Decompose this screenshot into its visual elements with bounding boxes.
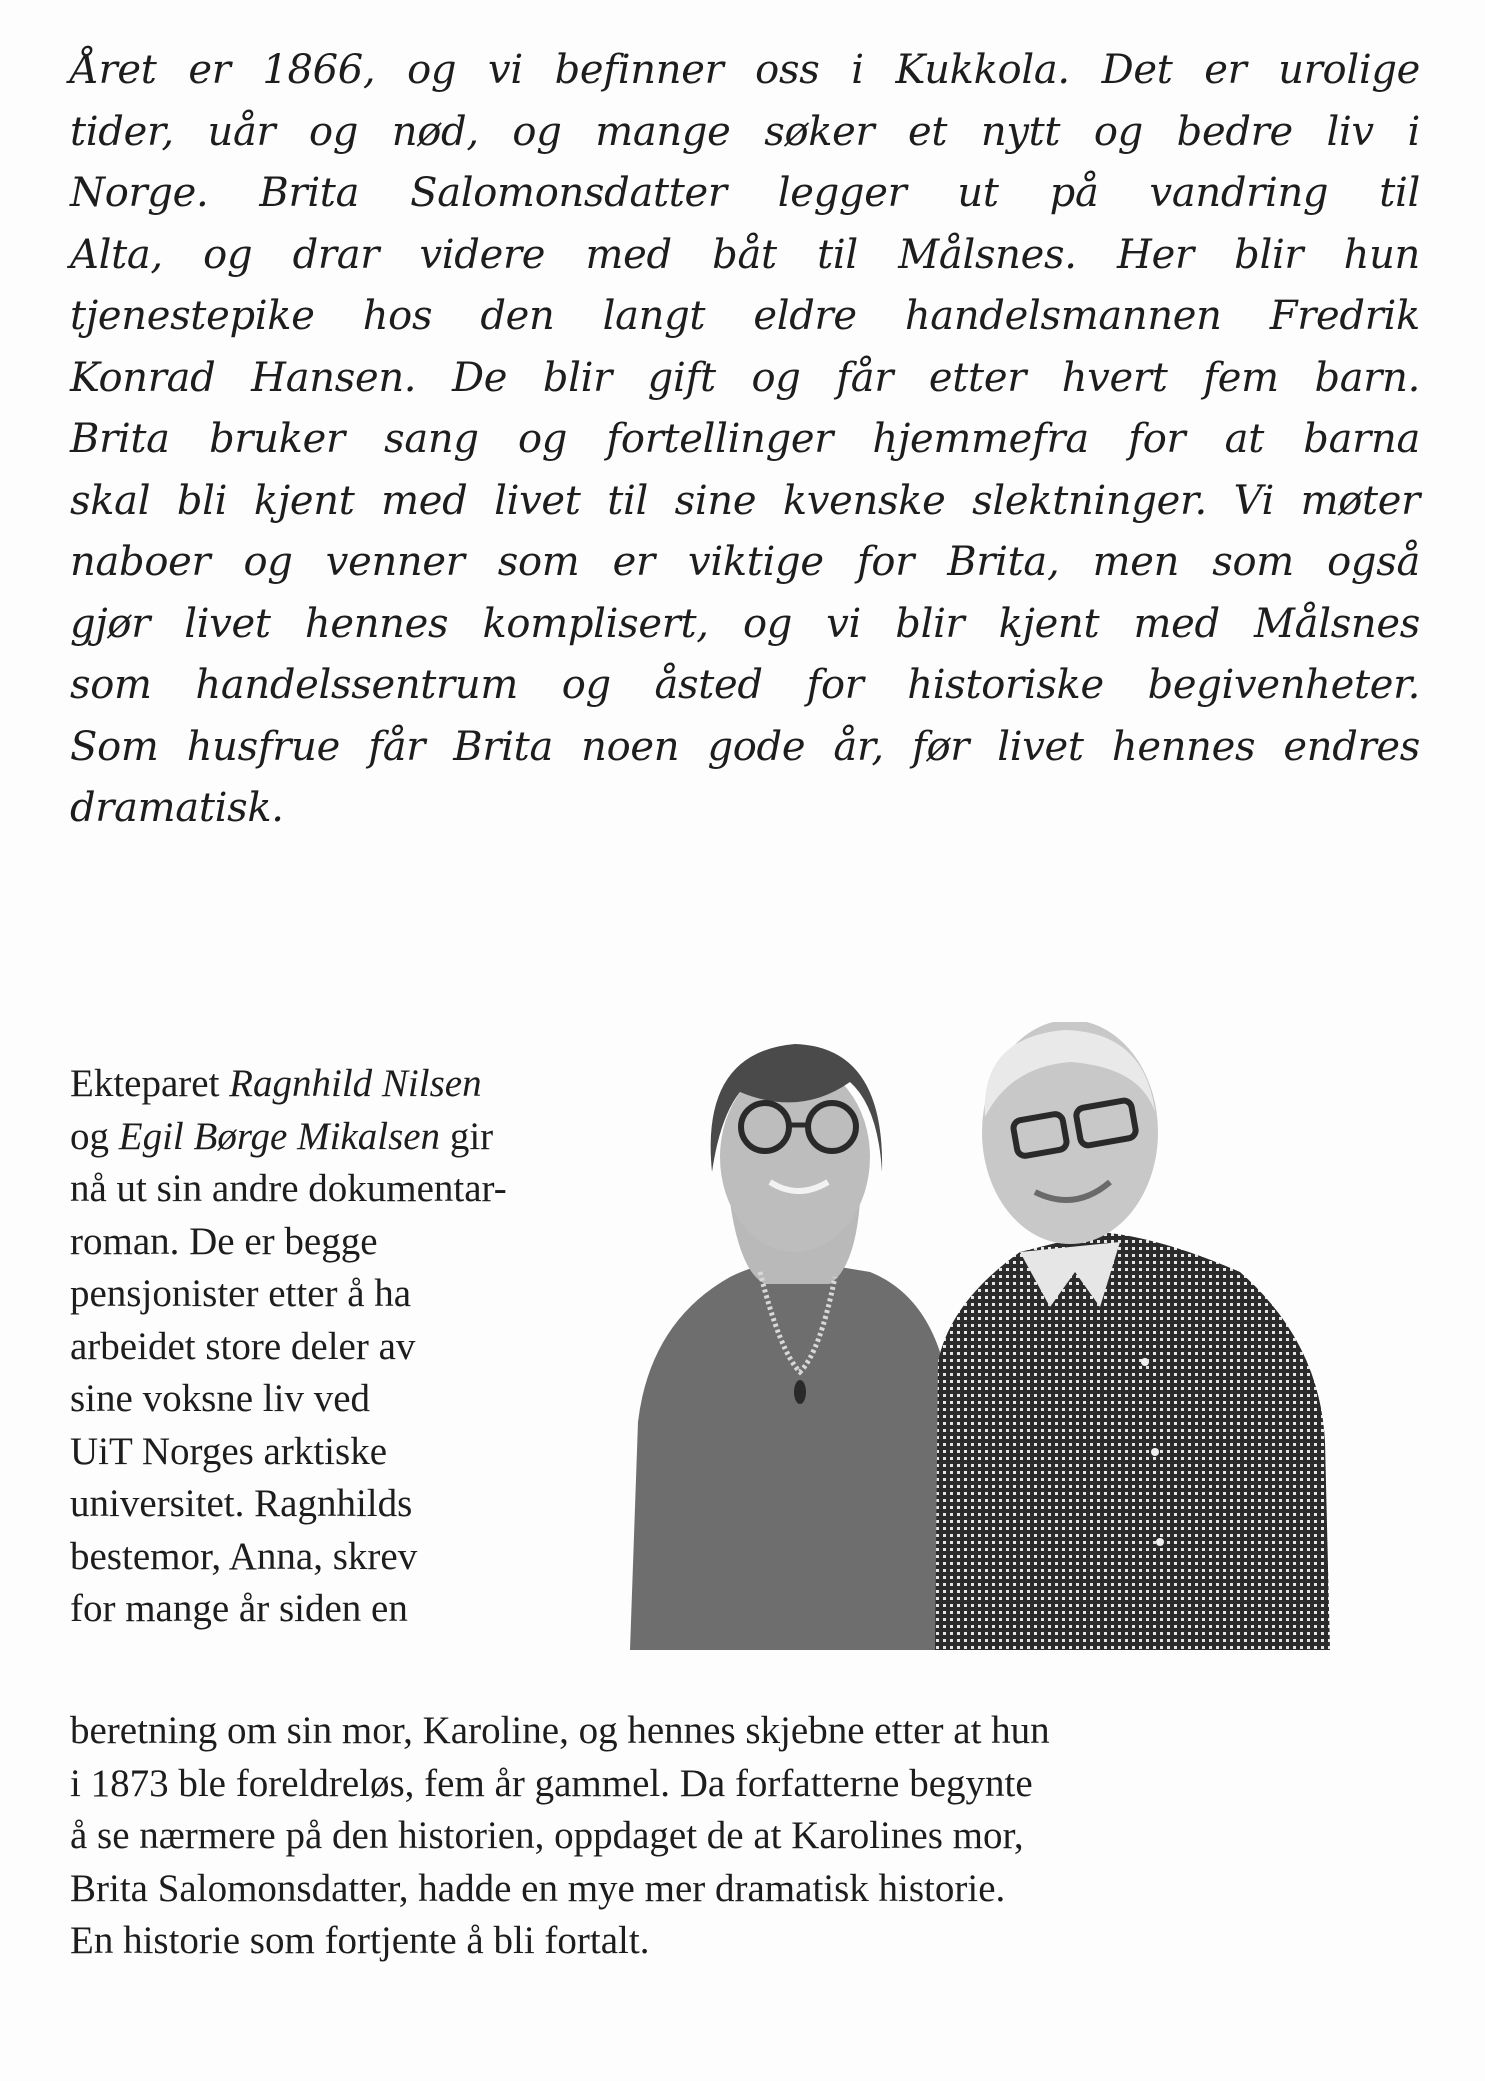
blurb-line: naboer og venner som er viktige for Brita, men som også (70, 539, 1420, 585)
blurb-line: skal bli kjent med livet til sine kvenske slektninger. Vi møter (70, 477, 1420, 524)
bio-line (70, 1111, 630, 1164)
bio-line: universitet. Ragnhilds (70, 1482, 413, 1525)
bio-line: UiT Norges arktiske (70, 1429, 388, 1473)
bio-line: beretning om sin mor, Karoline, og hennes skjebne etter at hun (70, 1709, 1050, 1752)
bio-line: pensjonister etter å ha (70, 1272, 412, 1315)
bio-text: Ekteparet (70, 1062, 230, 1105)
bio-line: En historie som fortjente å bli fortalt. (70, 1919, 650, 1962)
bio-line: roman. De er begge (70, 1219, 378, 1263)
blurb-paragraph (70, 40, 1420, 840)
bio-line: i 1873 ble foreldreløs, fem år gammel. Da forfatterne begynte (70, 1761, 1033, 1805)
blurb-line: Året er 1866, og vi befinner oss i Kukkola. Det er urolige (70, 47, 1420, 93)
blurb-line: Som husfrue får Brita noen gode år, før livet hennes endres (70, 723, 1420, 770)
man-figure (935, 1022, 1330, 1650)
bio-line: Brita Salomonsdatter, hadde en mye mer dramatisk historie. (70, 1866, 1006, 1910)
bio-text: gir (440, 1114, 494, 1158)
blurb-line: tider, uår og nød, og mange søker et nytt og bedre liv i (70, 108, 1420, 155)
bio-line: sine voksne liv ved (70, 1377, 371, 1420)
bio-line: nå ut sin andre dokumentar- (70, 1167, 507, 1210)
blurb-line: tjenestepike hos den langt eldre handelsmannen Fredrik (70, 293, 1420, 339)
blurb-line: gjør livet hennes komplisert, og vi blir kjent med Målsnes (70, 600, 1420, 647)
blurb-line: Alta, og drar videre med båt til Målsnes. Her blir hun (70, 231, 1420, 278)
blurb-line: Norge. Brita Salomonsdatter legger ut på vandring til (70, 170, 1420, 216)
author-name-ragnhild: Ragnhild Nilsen (229, 1062, 482, 1105)
blurb-line: Konrad Hansen. De blir gift og får etter hvert fem barn. (70, 354, 1420, 401)
bio-line: å se nærmere på den historien, oppdaget de at Karolines mor, (70, 1814, 1024, 1857)
bio-text: og (70, 1114, 119, 1158)
bio-line: for mange år siden en (70, 1587, 408, 1630)
blurb-line: som handelssentrum og åsted for historiske begivenheter. (70, 662, 1420, 708)
author-bio (70, 1058, 630, 1636)
author-name-egil: Egil Børge Mikalsen (118, 1114, 441, 1158)
bio-line: arbeidet store deler av (70, 1324, 416, 1368)
blurb-line: Brita bruker sang og fortellinger hjemmefra for at barna (70, 416, 1420, 462)
authors-photo (620, 1022, 1430, 1650)
bio-line: bestemor, Anna, skrev (70, 1534, 418, 1578)
woman-figure (630, 1044, 950, 1650)
bio-line (70, 1058, 630, 1111)
blurb-line: dramatisk. (70, 785, 284, 831)
author-bio-continued (70, 1705, 1430, 1968)
authors-photo-illustration (620, 1022, 1430, 1650)
